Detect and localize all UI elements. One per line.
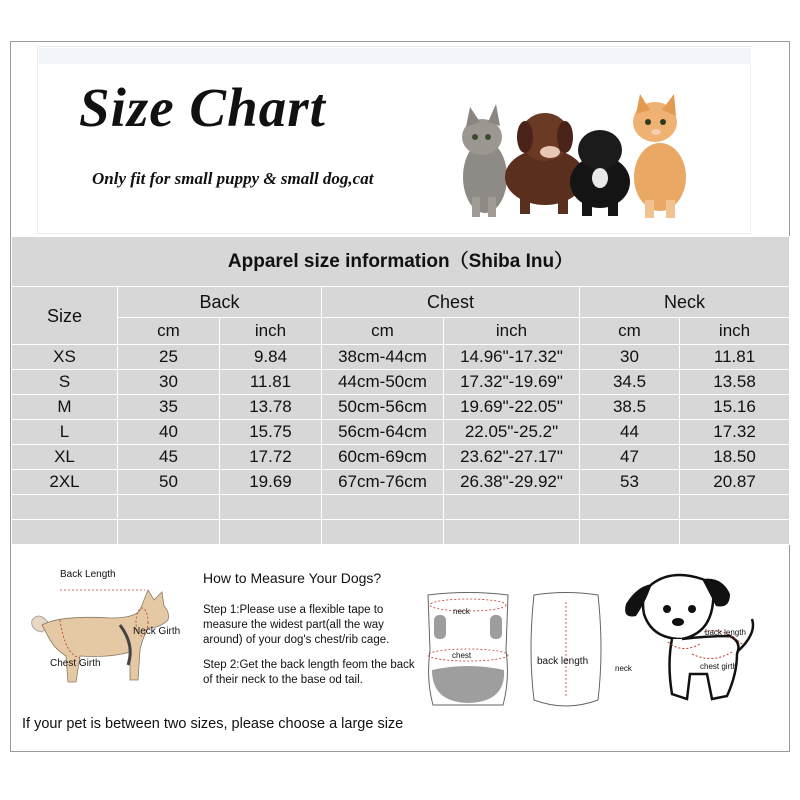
table-cell: 67cm-76cm [322,470,444,495]
table-cell: 18.50 [680,445,790,470]
group-header-back: Back [118,287,322,318]
table-cell: 19.69 [220,470,322,495]
puppy-back-length-label: back length [705,628,746,637]
table-cell: 15.75 [220,420,322,445]
table-row [12,470,790,495]
unit-header: cm [118,318,220,345]
table-cell: 60cm-69cm [322,445,444,470]
table-cell: 17.32 [680,420,790,445]
unit-header: inch [680,318,790,345]
empty-row [12,520,790,545]
puppy-outline-illustration [612,564,772,714]
table-cell: 40 [118,420,220,445]
puppy-black-illustration [570,130,630,216]
size-table-wrap [11,236,789,545]
table-cell: 9.84 [220,345,322,370]
table-cell: 13.78 [220,395,322,420]
table-cell: 30 [580,345,680,370]
table-cell: 38cm-44cm [322,345,444,370]
group-header-chest: Chest [322,287,580,318]
size-cell: L [12,420,118,445]
table-cell: 17.72 [220,445,322,470]
unit-header: inch [220,318,322,345]
table-cell: 26.38"-29.92" [444,470,580,495]
table-cell: 44cm-50cm [322,370,444,395]
measure-title: How to Measure Your Dogs? [203,570,382,586]
unit-header: inch [444,318,580,345]
table-cell: 47 [580,445,680,470]
table-row [12,420,790,445]
unit-header: cm [322,318,444,345]
garment-back-length-label: back length [537,656,589,667]
kitten-grey-illustration [462,104,507,217]
table-cell: 50 [118,470,220,495]
table-cell: 19.69"-22.05" [444,395,580,420]
table-cell: 38.5 [580,395,680,420]
kitten-orange-illustration [633,94,686,218]
page-title: Size Chart [79,77,326,138]
table-cell: 17.32"-19.69" [444,370,580,395]
table-cell: 50cm-56cm [322,395,444,420]
table-cell: 44 [580,420,680,445]
puppy-neck-label: neck [615,664,632,673]
table-caption: Apparel size information（Shiba Inu） [12,237,790,287]
table-row [12,370,790,395]
measure-step-2: Step 2:Get the back length feom the back of their neck to the base od tail. [203,659,415,686]
table-row [12,445,790,470]
measure-step-1: Step 1:Please use a flexible tape to measure the widest part(all the way around) of your dog's chest/rib cage. [203,604,390,646]
table-cell: 13.58 [680,370,790,395]
size-note: If your pet is between two sizes, please choose a large size [22,716,404,732]
header-band [39,48,751,64]
back-length-label: Back Length [60,569,116,580]
table-row [12,345,790,370]
table-cell: 25 [118,345,220,370]
table-cell: 35 [118,395,220,420]
size-cell: 2XL [12,470,118,495]
size-table [11,236,790,545]
size-column-header: Size [12,287,118,345]
page-subtitle: Only fit for small puppy & small dog,cat [92,169,374,188]
chest-girth-label: Chest Girth [50,658,101,669]
size-cell: S [12,370,118,395]
table-cell: 14.96"-17.32" [444,345,580,370]
table-cell: 45 [118,445,220,470]
garment-chest-label: chest [452,651,472,660]
table-cell: 15.16 [680,395,790,420]
garment-neck-label: neck [453,607,470,616]
size-cell: M [12,395,118,420]
table-cell: 22.05"-25.2" [444,420,580,445]
garment-back-illustration [526,590,606,712]
group-header-neck: Neck [580,287,790,318]
size-cell: XL [12,445,118,470]
table-cell: 30 [118,370,220,395]
table-cell: 11.81 [220,370,322,395]
table-cell: 11.81 [680,345,790,370]
size-cell: XS [12,345,118,370]
table-cell: 20.87 [680,470,790,495]
neck-girth-label: Neck Girth [133,626,181,637]
table-cell: 56cm-64cm [322,420,444,445]
pets-photo [450,82,710,222]
puppy-brown-illustration [505,113,585,214]
empty-row [12,495,790,520]
unit-header: cm [580,318,680,345]
table-cell: 34.5 [580,370,680,395]
table-row [12,395,790,420]
puppy-chest-girth-label: chest girth [700,662,737,671]
table-cell: 53 [580,470,680,495]
table-cell: 23.62"-27.17" [444,445,580,470]
